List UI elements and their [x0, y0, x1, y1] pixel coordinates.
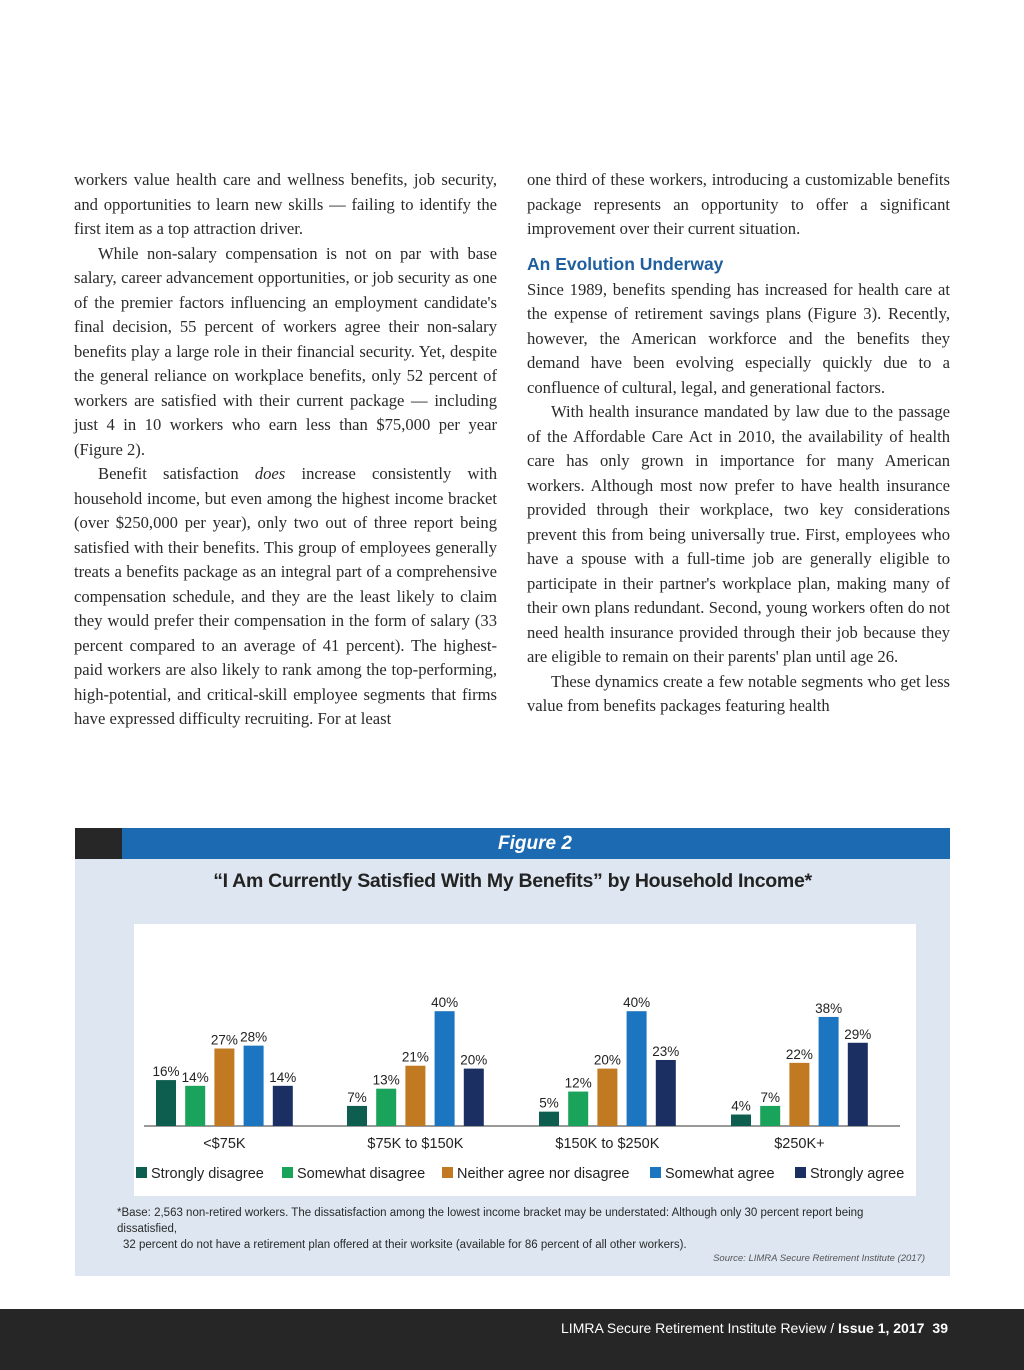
- data-label: 27%: [210, 1032, 238, 1048]
- bar-strongly-agree: [273, 1086, 293, 1126]
- bar-neither-agree-nor-disagree: [405, 1066, 425, 1126]
- figure-source: Source: LIMRA Secure Retirement Institute (2017): [713, 1253, 925, 1264]
- data-label: 29%: [844, 1026, 872, 1042]
- bar-neither-agree-nor-disagree: [789, 1063, 809, 1126]
- data-label: 22%: [785, 1046, 813, 1062]
- data-label: 4%: [731, 1098, 751, 1114]
- category-label: <$75K: [203, 1136, 246, 1152]
- bar-somewhat-agree: [819, 1017, 839, 1126]
- bar-strongly-agree: [656, 1060, 676, 1126]
- bar-strongly-disagree: [156, 1080, 176, 1126]
- body-text: Benefit satisfaction: [98, 464, 255, 483]
- body-paragraph: workers value health care and wellness benefits, job security, and opportunities to learn new skills — failing to identify the first item as a top attraction driver.: [74, 170, 497, 238]
- footnote-line: *Base: 2,563 non-retired workers. The dissatisfaction among the lowest income bracket may be understated: Although only 30 percent report being dissatisfied,: [117, 1207, 864, 1235]
- bar-strongly-disagree: [731, 1115, 751, 1126]
- bar-chart: [134, 924, 916, 1196]
- bar-somewhat-agree: [435, 1011, 455, 1126]
- data-label: 13%: [372, 1072, 400, 1088]
- bar-strongly-disagree: [539, 1112, 559, 1126]
- data-label: 40%: [431, 995, 459, 1011]
- page-number: 39: [932, 1320, 948, 1336]
- data-label: 20%: [460, 1052, 488, 1068]
- body-text: increase consistently with household income, but even among the highest income bracket (over $250,000 per year), only two out of three report being satisfied with their benefits. This group of employees generally treats a benefits package as an integral part of a comprehensive compensation schedule, and they are the least likely to claim they would prefer their compensation in the form of salary (33 percent compared to an average of 41 percent). The highest-paid workers are also likely to rank among the top-performing, high-potential, and critical-skill employee segments that firms have expressed difficulty recruiting. For at least: [74, 464, 497, 728]
- legend-swatch: [442, 1167, 453, 1178]
- legend-label: Somewhat disagree: [297, 1166, 426, 1182]
- bar-strongly-agree: [464, 1069, 484, 1126]
- category-label: $75K to $150K: [367, 1136, 464, 1152]
- figure-label: Figure 2: [498, 833, 572, 854]
- data-label: 16%: [152, 1064, 180, 1080]
- legend-swatch: [650, 1167, 661, 1178]
- legend-swatch: [795, 1167, 806, 1178]
- figure-footnote: [117, 1205, 917, 1253]
- legend-label: Somewhat agree: [665, 1166, 775, 1182]
- data-label: 21%: [401, 1049, 429, 1065]
- bar-somewhat-disagree: [185, 1086, 205, 1126]
- body-paragraph: While non-salary compensation is not on par with base salary, career advancement opportunities, or job security as one of the premier factors influencing an employment candidate's final decision, 55 percent of workers agree their non-salary benefits play a large role in their financial security. Yet, despite the general reliance on workplace benefits, only 52 percent of workers are satisfied with their current package — including just 4 in 10 workers who earn less than $75,000 per year (Figure 2).: [74, 243, 497, 459]
- body-paragraph: Since 1989, benefits spending has increased for health care at the expense of retirement savings plans (Figure 3). Recently, however, the American workforce and the benefits they demand have been evolving especially quickly due to a confluence of cultural, legal, and generational factors.: [527, 279, 950, 397]
- bar-neither-agree-nor-disagree: [597, 1069, 617, 1126]
- body-paragraph: [74, 462, 497, 732]
- body-paragraph: With health insurance mandated by law due to the passage of the Affordable Care Act in 2010, the availability of health care has only grown in importance for many American workers. Although most now prefer to have health insurance provided through their workplace, two key considerations prevent this from being universally true. First, employees who have a spouse with a full-time job are generally eligible to participate in their partner's workplace plan, making many of their own plans redundant. Second, young workers often do not need health insurance provided through their job because they are eligible to remain on their parents' plan until age 26.: [527, 402, 950, 666]
- chart-panel: [134, 924, 916, 1196]
- emphasis-text: does: [254, 464, 286, 483]
- data-label: 12%: [564, 1075, 592, 1091]
- data-label: 38%: [815, 1000, 843, 1016]
- bar-strongly-agree: [848, 1043, 868, 1126]
- bar-strongly-disagree: [347, 1106, 367, 1126]
- body-paragraph: These dynamics create a few notable segments who get less value from benefits packages featuring health: [527, 671, 950, 715]
- data-label: 14%: [269, 1069, 297, 1085]
- bar-somewhat-disagree: [760, 1106, 780, 1126]
- legend-label: Strongly disagree: [151, 1166, 264, 1182]
- data-label: 5%: [539, 1095, 559, 1111]
- bar-somewhat-agree: [627, 1011, 647, 1126]
- page-footer: [0, 1309, 1024, 1370]
- data-label: 28%: [240, 1029, 268, 1045]
- section-heading: An Evolution Underway: [527, 253, 724, 274]
- category-label: $250K+: [774, 1136, 825, 1152]
- left-text-column: [74, 168, 497, 732]
- data-label: 7%: [760, 1089, 780, 1105]
- data-label: 20%: [593, 1052, 621, 1068]
- category-label: $150K to $250K: [555, 1136, 660, 1152]
- bar-somewhat-disagree: [568, 1092, 588, 1126]
- data-label: 14%: [181, 1069, 209, 1085]
- footer-text: [561, 1320, 948, 1336]
- legend-label: Strongly agree: [810, 1166, 905, 1182]
- data-label: 23%: [652, 1043, 680, 1059]
- bar-somewhat-disagree: [376, 1089, 396, 1126]
- bar-neither-agree-nor-disagree: [214, 1049, 234, 1126]
- legend-label: Neither agree nor disagree: [457, 1166, 630, 1182]
- figure-title: “I Am Currently Satisfied With My Benefits” by Household Income*: [213, 870, 812, 892]
- data-label: 40%: [623, 995, 651, 1011]
- footnote-line: 32 percent do not have a retirement plan offered at their worksite (available for 86 percent of all other workers).: [123, 1239, 687, 1251]
- body-paragraph: one third of these workers, introducing a customizable benefits package represents an opportunity to offer a significant improvement over their current situation.: [527, 170, 950, 238]
- data-label: 7%: [347, 1089, 367, 1105]
- right-text-column: [527, 168, 950, 719]
- legend-swatch: [136, 1167, 147, 1178]
- legend-swatch: [282, 1167, 293, 1178]
- publication-name: LIMRA Secure Retirement Institute Review /: [561, 1320, 839, 1336]
- bar-somewhat-agree: [244, 1046, 264, 1126]
- issue-label: Issue 1, 2017: [838, 1320, 925, 1336]
